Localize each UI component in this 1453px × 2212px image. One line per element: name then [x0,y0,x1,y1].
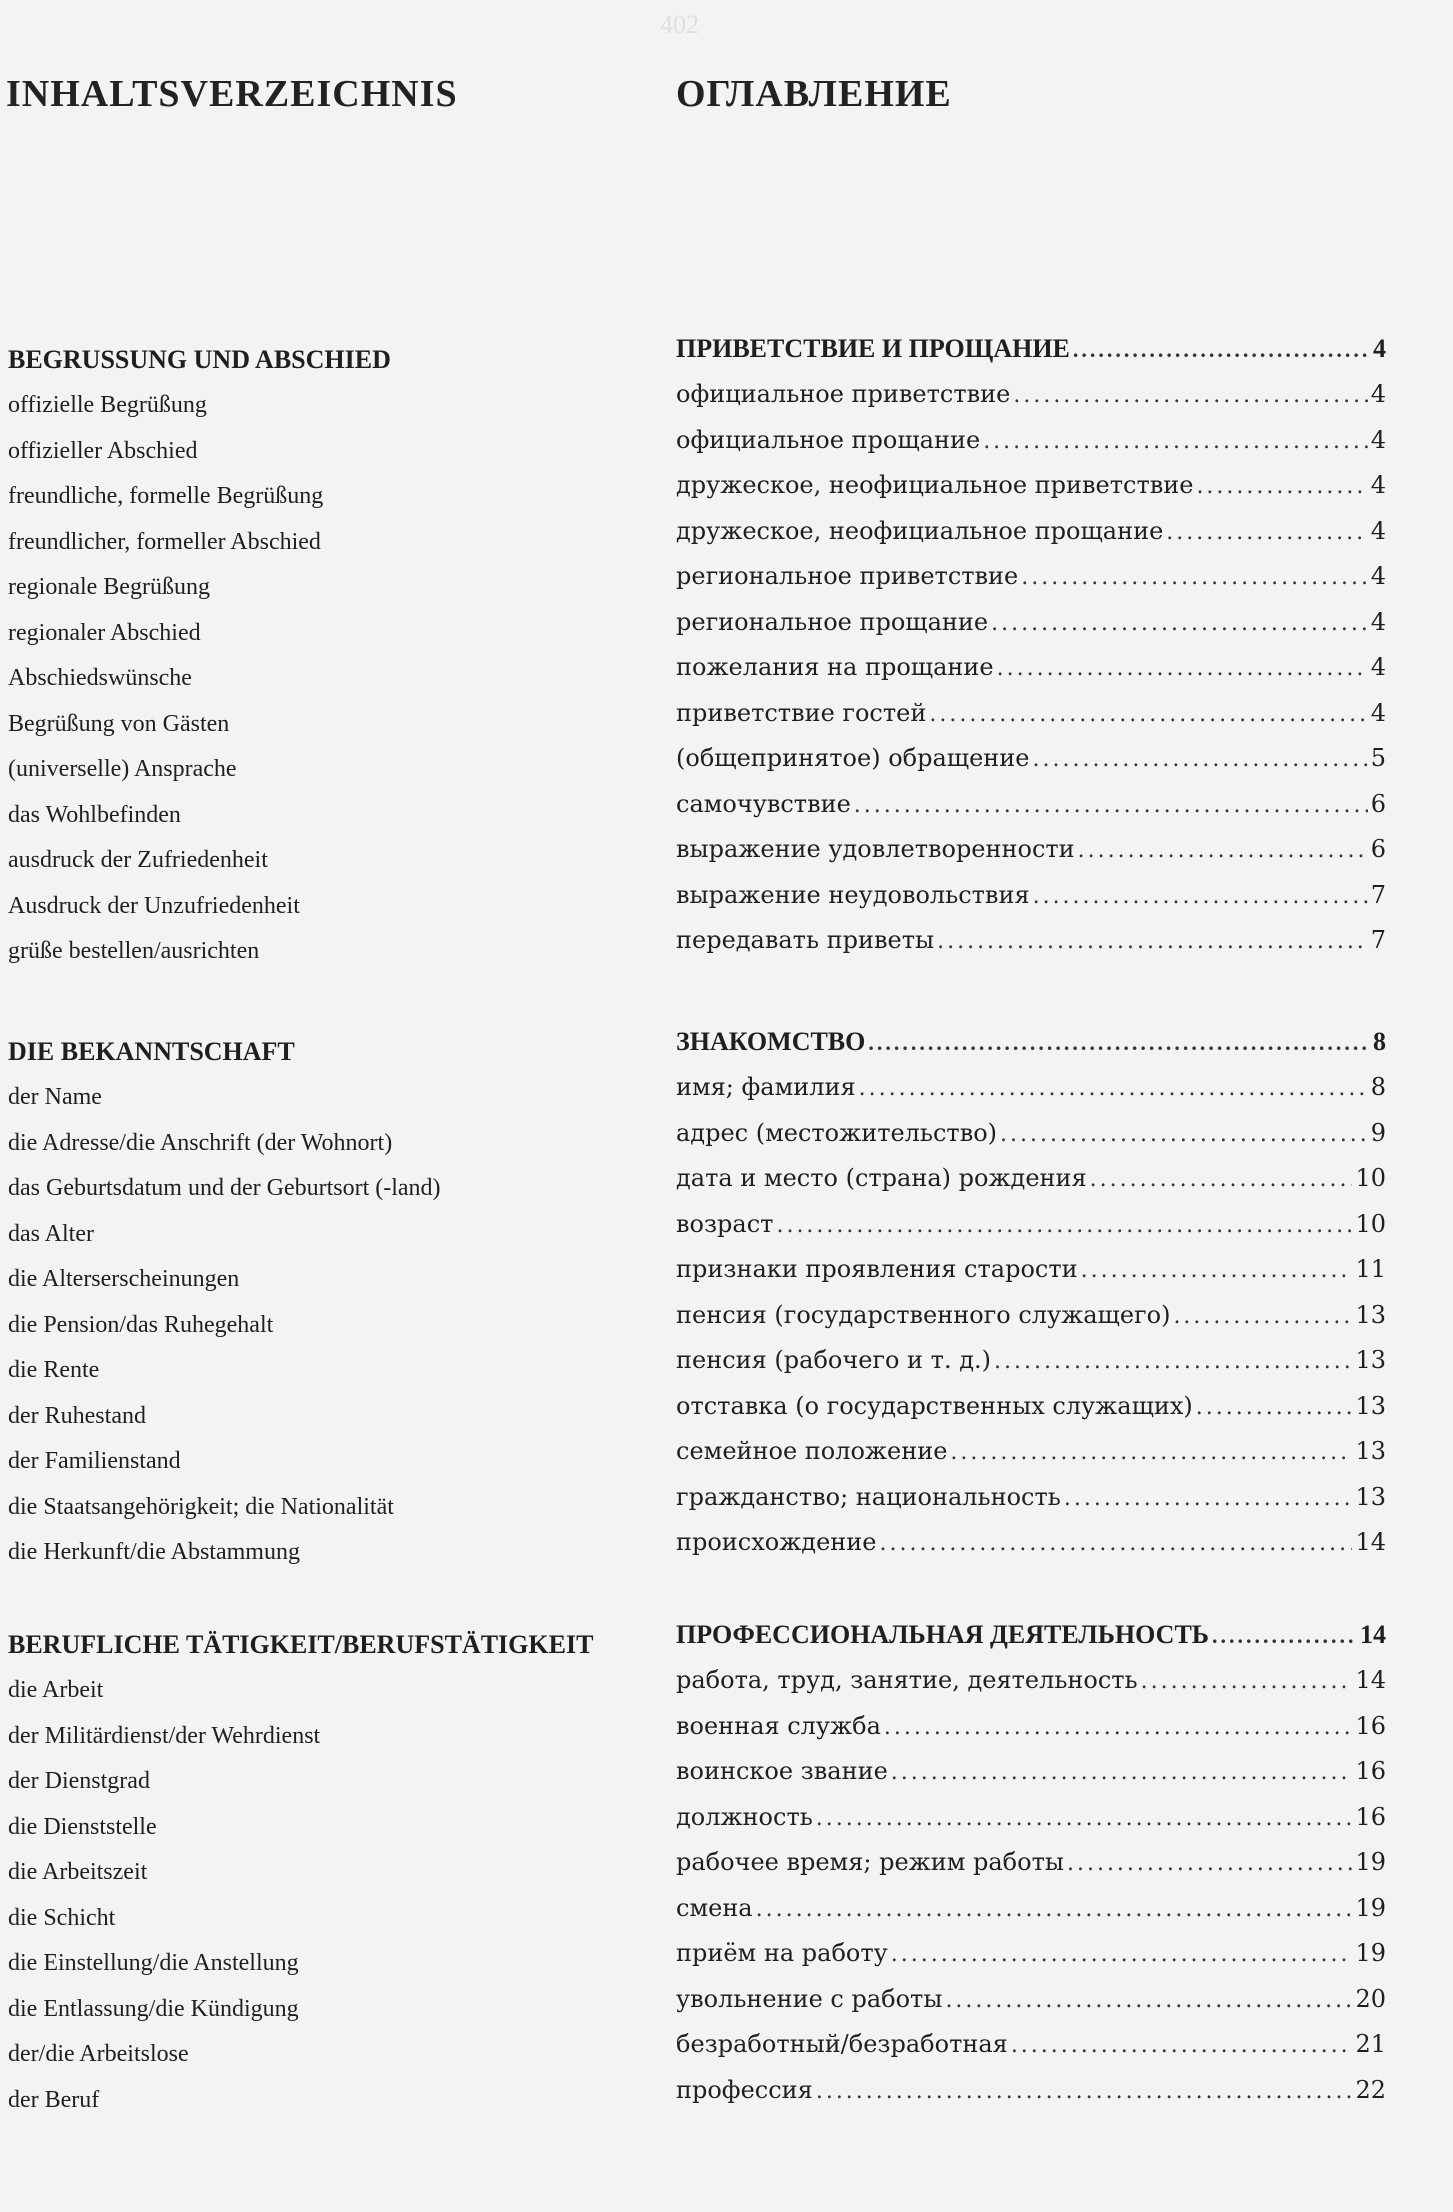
dot-leader [884,1705,1353,1751]
dot-leader [854,783,1368,829]
ru-item-page: 16 [1355,1802,1386,1831]
ru-item-text: пожелания на прощание [676,653,994,681]
dot-leader [868,1020,1370,1066]
de-item: Begrüßung von Gästen [8,710,230,737]
ru-item-text: смена [676,1893,753,1922]
ru-item-text: приветствие гостей [676,698,927,727]
de-item: das Wohlbefinden [8,801,181,828]
ru-item [676,736,1386,782]
ru-item-page: 13 [1355,1346,1386,1374]
ru-item-page: 4 [1370,471,1386,499]
de-item: die Herkunft/die Abstammung [8,1539,300,1565]
de-item: der Familienstand [8,1448,181,1474]
ru-item-text: военная служба [676,1711,881,1740]
de-item: der Militärdienst/der Wehrdienst [8,1722,321,1749]
ru-item [676,782,1386,828]
ru-section-page: 8 [1373,1027,1386,1056]
de-title: INHALTSVERZEICHNIS [6,73,458,115]
ru-item-text: дружеское, неофициальное приветствие [676,471,1194,499]
de-item: das Alter [8,1220,94,1247]
ru-section-greeting [676,326,1386,964]
ru-item-page: 14 [1355,1666,1386,1694]
ru-item-text: самочувствие [676,789,851,818]
de-item: freundlicher, formeller Abschied [8,528,321,555]
ru-item-page: 8 [1370,1073,1386,1101]
dot-leader [1013,373,1367,419]
ru-item-page: 19 [1355,1893,1386,1922]
dot-leader [879,1521,1352,1567]
ru-section-page: 14 [1360,1620,1386,1649]
ru-item-page: 4 [1370,653,1386,681]
de-item: das Geburtsdatum und der Geburtsort (-land) [8,1175,441,1201]
ru-item-text: пенсия (рабочего и т. д.) [676,1346,991,1374]
ru-item [676,418,1386,464]
de-item: der Dienstgrad [8,1768,150,1794]
dot-leader [1011,2023,1353,2069]
ru-item-page: 16 [1355,1757,1386,1785]
ru-item-text: официальное приветствие [676,380,1011,408]
ru-item-page: 13 [1355,1300,1386,1329]
ru-item [676,918,1386,964]
de-item: offizieller Abschied [8,437,198,464]
ru-item [676,1065,1386,1111]
ru-item [676,509,1386,555]
de-item: die Arbeitszeit [8,1859,148,1885]
ru-item-text: должность [676,1802,813,1831]
ru-item-text: безработный/безработная [676,2030,1008,2058]
ru-item [676,873,1386,919]
ru-item [676,645,1386,691]
ru-item-text: региональное прощание [676,607,989,636]
ru-item [676,554,1386,600]
ru-item-page: 10 [1355,1164,1386,1192]
de-section-heading: BERUFLICHE TÄTIGKEIT/BERUFSTÄTIGKEIT [8,1630,594,1659]
dot-leader [991,601,1368,647]
ru-item [676,372,1386,418]
ru-section-heading-text: ЗНАКОМСТВО [676,1027,866,1056]
ru-item-page: 4 [1370,562,1386,590]
ru-section-heading [676,1612,1386,1658]
dot-leader [983,419,1368,465]
dot-leader [1021,555,1367,601]
ru-item [676,2022,1386,2068]
ru-item-page: 11 [1355,1255,1386,1283]
ru-section-heading-text: ПРОФЕССИОНАЛЬНАЯ ДЕЯТЕЛЬНОСТЬ [676,1620,1209,1649]
dot-leader [1064,1476,1353,1522]
de-item: der Name [8,1084,102,1110]
ru-item [676,827,1386,873]
dot-leader [891,1932,1353,1978]
ru-section-heading [676,1019,1386,1065]
ru-item-text: передавать приветы [676,926,935,954]
ru-item-text: региональное приветствие [676,562,1019,590]
ru-item-page: 22 [1355,2075,1386,2104]
dot-leader [1166,510,1367,556]
ru-item [676,1293,1386,1339]
de-item: die Dienststelle [8,1813,157,1840]
ru-item-text: официальное прощание [676,425,981,454]
ru-item [676,1658,1386,1704]
de-section-acquaintance [8,1029,668,1576]
de-item: die Schicht [8,1904,116,1931]
ru-item [676,1886,1386,1932]
ru-item-page: 13 [1355,1391,1386,1420]
ru-section-heading-text: ПРИВЕТСТВИЕ И ПРОЩАНИЕ [676,334,1070,363]
ru-item-page: 21 [1355,2030,1386,2058]
ru-item-page: 4 [1370,516,1386,545]
ru-item-page: 5 [1370,744,1386,772]
de-item: (universelle) Ansprache [8,756,237,782]
de-item: die Einstellung/die Anstellung [8,1950,299,1976]
dot-leader [997,646,1368,692]
ru-item [676,1384,1386,1430]
dot-leader [1090,1157,1353,1203]
ru-item [676,1977,1386,2023]
ru-item [676,1247,1386,1293]
ru-item-page: 6 [1370,835,1386,863]
ru-item-text: увольнение с работы [676,1984,943,2013]
de-item: Ausdruck der Unzufriedenheit [8,892,300,919]
ru-item [676,1931,1386,1977]
ru-item-page: 19 [1355,1848,1386,1876]
ru-item-text: семейное положение [676,1437,948,1465]
dot-leader [950,1430,1352,1476]
dot-leader [756,1887,1353,1933]
dot-leader [1141,1659,1353,1705]
ru-section-heading [676,326,1386,372]
ru-item-page: 4 [1370,698,1386,727]
dot-leader [891,1750,1353,1796]
ru-item-text: профессия [676,2075,813,2104]
de-item: ausdruck der Zufriedenheit [8,847,268,873]
ru-item [676,1520,1386,1566]
ru-item-text: пенсия (государственного служащего) [676,1300,1171,1329]
ru-item-page: 4 [1370,425,1386,454]
de-section-profession [8,1622,668,2123]
ru-item [676,1156,1386,1202]
ru-item-page: 10 [1355,1209,1386,1238]
dot-leader [1212,1613,1357,1659]
ru-item [676,463,1386,509]
de-item: die Staatsangehörigkeit; die Nationalität [8,1493,394,1520]
dot-leader [816,1796,1353,1842]
ru-section-profession [676,1612,1386,2113]
ru-title: ОГЛАВЛЕНИЕ [676,73,952,115]
ru-item-page: 7 [1370,880,1386,909]
ru-item [676,1795,1386,1841]
ru-item [676,1111,1386,1157]
ru-item-text: адрес (местожительство) [676,1118,998,1147]
de-item: die Arbeit [8,1677,104,1703]
ru-item-text: выражение удовлетворенности [676,835,1075,863]
de-section-heading: DIE BEKANNTSCHAFT [8,1037,295,1066]
ru-item-text: имя; фамилия [676,1073,856,1101]
dot-leader [1032,737,1367,783]
de-item: die Pension/das Ruhegehalt [8,1311,274,1338]
dot-leader [859,1066,1368,1112]
ru-item-page: 14 [1355,1528,1386,1556]
dot-leader [1073,327,1370,373]
bleed-through-text: 402 [660,10,699,39]
ru-item [676,1840,1386,1886]
ru-item-page: 9 [1370,1118,1386,1147]
de-item: der Ruhestand [8,1402,146,1429]
de-item: Abschiedswünsche [8,665,192,691]
dot-leader [1081,1248,1353,1294]
ru-item-text: гражданство; национальность [676,1482,1061,1511]
dot-leader [816,2069,1353,2115]
ru-item-text: рабочее время; режим работы [676,1848,1064,1876]
de-item: regionaler Abschied [8,619,201,646]
de-item: die Rente [8,1357,100,1383]
dot-leader [1173,1294,1352,1340]
ru-item [676,1429,1386,1475]
dot-leader [945,1978,1352,2024]
ru-item-page: 16 [1355,1711,1386,1740]
de-item: offizielle Begrüßung [8,392,207,418]
de-item: der/die Arbeitslose [8,2041,189,2067]
dot-leader [1000,1112,1368,1158]
dot-leader [1067,1841,1352,1887]
ru-item-text: работа, труд, занятие, деятельность [676,1666,1138,1694]
ru-item [676,691,1386,737]
dot-leader [776,1203,1352,1249]
ru-item-page: 20 [1355,1984,1386,2013]
de-item: die Adresse/die Anschrift (der Wohnort) [8,1129,393,1156]
ru-item [676,2068,1386,2114]
ru-item-text: признаки проявления старости [676,1255,1078,1283]
dot-leader [929,692,1367,738]
de-section-greeting [8,337,668,975]
dot-leader [994,1339,1352,1385]
de-item: die Alterserscheinungen [8,1266,240,1292]
dot-leader [937,919,1368,965]
ru-section-acquaintance [676,1019,1386,1566]
ru-item [676,1475,1386,1521]
ru-item-text: возраст [676,1209,774,1238]
ru-item-page: 4 [1370,607,1386,636]
ru-item-text: дата и место (страна) рождения [676,1164,1087,1192]
de-item: regionale Begrüßung [8,574,210,600]
ru-item-page: 6 [1370,789,1386,818]
ru-item-text: (общепринятое) обращение [676,744,1030,772]
ru-item-text: происхождение [676,1528,877,1556]
de-item: grüße bestellen/ausrichten [8,938,260,964]
ru-item-page: 7 [1370,926,1386,954]
de-item: der Beruf [8,2086,100,2113]
ru-item-page: 4 [1370,380,1386,408]
ru-item-page: 19 [1355,1939,1386,1967]
dot-leader [1033,874,1368,920]
de-section-heading: BEGRUSSUNG UND ABSCHIED [8,345,391,374]
ru-item [676,1202,1386,1248]
ru-item-text: приём на работу [676,1939,888,1967]
dot-leader [1196,464,1367,510]
ru-item [676,1749,1386,1795]
ru-item-text: отставка (о государственных служащих) [676,1391,1193,1420]
ru-item-text: выражение неудовольствия [676,880,1030,909]
de-item: die Entlassung/die Kündigung [8,1995,299,2022]
dot-leader [1078,828,1368,874]
ru-item [676,1704,1386,1750]
de-item: freundliche, formelle Begrüßung [8,483,324,509]
ru-item [676,1338,1386,1384]
ru-item-text: воинское звание [676,1757,888,1785]
ru-item-page: 13 [1355,1437,1386,1465]
dot-leader [1196,1385,1353,1431]
ru-item [676,600,1386,646]
ru-section-page: 4 [1373,334,1386,363]
ru-item-text: дружеское, неофициальное прощание [676,516,1164,545]
ru-item-page: 13 [1355,1482,1386,1511]
